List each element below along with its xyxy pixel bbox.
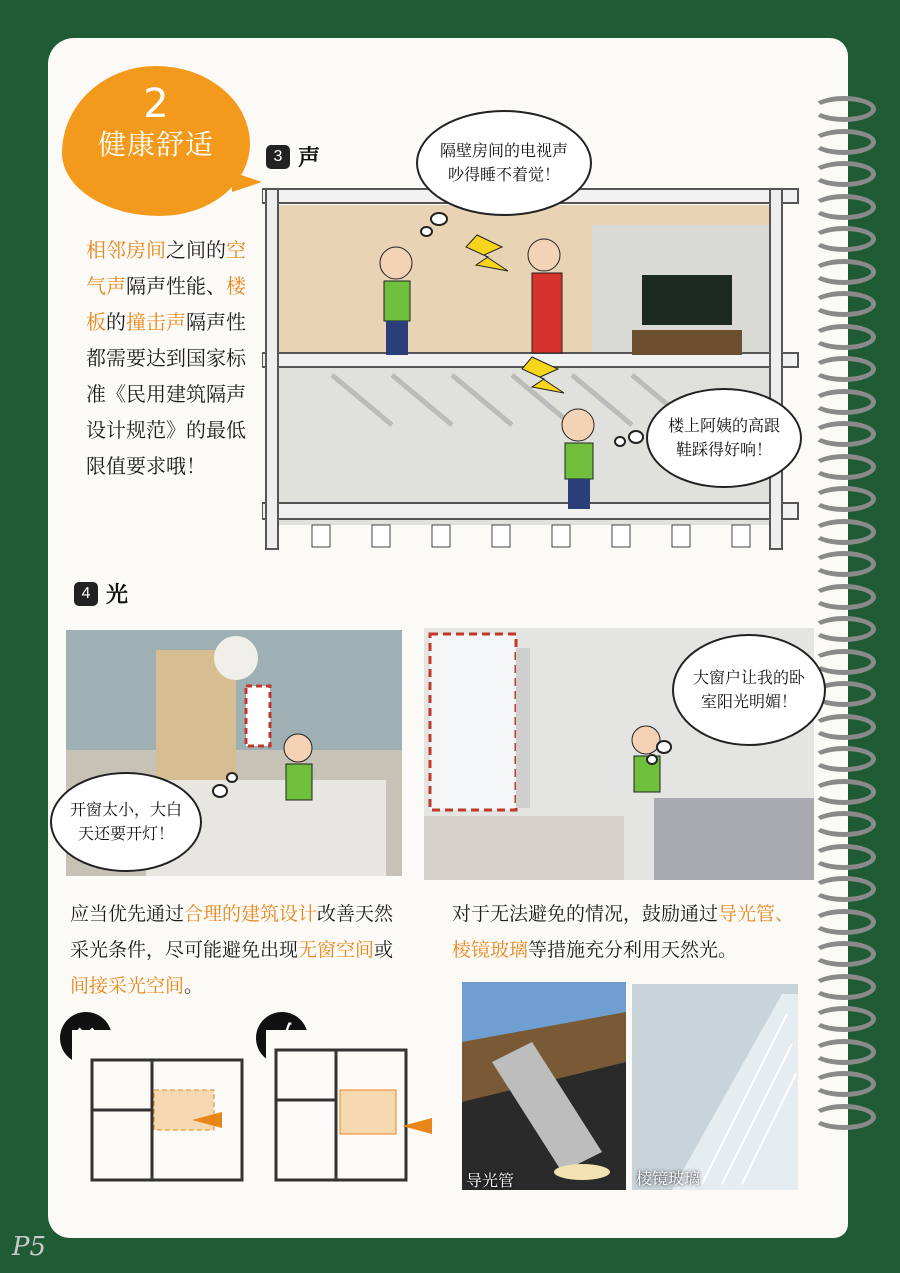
spiral-ring	[812, 1039, 876, 1065]
body-text: 或	[374, 939, 394, 961]
spiral-ring	[812, 226, 876, 252]
speech-bubble-large-window: 大窗户让我的卧室阳光明媚！	[672, 634, 826, 746]
highlight-text: 合理的建筑设计	[184, 903, 318, 925]
speech-bubble-tv-noise: 隔壁房间的电视声吵得睡不着觉！	[416, 110, 592, 216]
section-light-header	[74, 578, 128, 609]
spiral-ring	[812, 421, 876, 447]
prism-glass-label: 棱镜玻璃	[636, 1169, 701, 1188]
chapter-title: 健康舒适	[97, 128, 214, 161]
section-sound-number: 3	[266, 145, 290, 169]
prism-glass-photo	[632, 984, 798, 1190]
chapter-number: 2	[143, 81, 169, 127]
bad-floor-plan	[72, 1030, 252, 1190]
section-sound-title: 声	[298, 146, 321, 171]
spiral-ring	[812, 811, 876, 837]
spiral-ring	[812, 389, 876, 415]
body-text: 。	[184, 975, 204, 997]
spiral-ring	[812, 974, 876, 1000]
thought-dot	[212, 784, 228, 798]
thought-dot	[656, 740, 672, 754]
speech-bubble-small-window: 开窗太小，大白天还要开灯！	[50, 772, 202, 872]
spiral-ring	[812, 161, 876, 187]
highlight-text: 空气声	[86, 238, 246, 298]
thought-dot	[614, 436, 626, 447]
thought-dot	[420, 226, 433, 237]
body-text: 等措施充分利用天然光。	[528, 939, 738, 961]
body-text: 隔声性都需要达到国家标准《民用建筑隔声设计规范》的最低限值要求哦！	[86, 310, 246, 478]
highlight-text: 楼板	[86, 274, 246, 334]
section-sound-header	[266, 141, 320, 172]
spiral-ring	[812, 941, 876, 967]
good-floor-plan	[266, 1030, 442, 1190]
spiral-binding	[812, 96, 892, 1136]
page-number: P5	[12, 1232, 47, 1262]
body-text: 应当优先通过	[70, 903, 185, 925]
light-paragraph-right	[452, 896, 812, 968]
spiral-ring	[812, 779, 876, 805]
spiral-ring	[812, 1071, 876, 1097]
spiral-ring	[812, 194, 876, 220]
body-text: 之间的	[166, 238, 226, 262]
spiral-ring	[812, 519, 876, 545]
spiral-ring	[812, 714, 876, 740]
spiral-ring	[812, 129, 876, 155]
spiral-ring	[812, 1104, 876, 1130]
light-paragraph-left	[70, 896, 400, 1004]
spiral-ring	[812, 844, 876, 870]
badge-tail	[232, 172, 262, 192]
spiral-ring	[812, 259, 876, 285]
body-text: 隔声性能、	[126, 274, 226, 298]
highlight-text: 无窗空间	[298, 939, 375, 961]
spiral-ring	[812, 486, 876, 512]
highlight-text: 撞击声	[126, 310, 186, 334]
spiral-ring	[812, 356, 876, 382]
section-light-title: 光	[106, 583, 129, 608]
spiral-ring	[812, 876, 876, 902]
building-section-illustration	[262, 185, 810, 575]
light-tube-photo	[462, 982, 626, 1190]
light-tube-label: 导光管	[466, 1171, 515, 1190]
thought-dot	[226, 772, 238, 783]
body-text: 改善天然采光条件，尽可能避免出现	[70, 903, 394, 961]
highlight-text: 导光管、棱镜玻璃	[452, 903, 795, 961]
spiral-ring	[812, 454, 876, 480]
spiral-ring	[812, 1006, 876, 1032]
spiral-ring	[812, 96, 876, 122]
spiral-ring	[812, 291, 876, 317]
spiral-ring	[812, 584, 876, 610]
spiral-ring	[812, 551, 876, 577]
chapter-badge	[62, 66, 250, 216]
highlight-text: 间接采光空间	[70, 975, 185, 997]
thought-dot	[628, 430, 644, 444]
thought-dot	[646, 754, 658, 765]
speech-bubble-heels: 楼上阿姨的高跟鞋踩得好响！	[646, 388, 802, 488]
body-text: 对于无法避免的情况，鼓励通过	[452, 903, 719, 925]
spiral-ring	[812, 616, 876, 642]
thought-dot	[430, 212, 448, 226]
spiral-ring	[812, 746, 876, 772]
sound-paragraph	[86, 232, 256, 484]
section-light-number: 4	[74, 582, 98, 606]
spiral-ring	[812, 324, 876, 350]
body-text: 的	[106, 310, 126, 334]
highlight-text: 相邻房间	[86, 238, 166, 262]
spiral-ring	[812, 909, 876, 935]
